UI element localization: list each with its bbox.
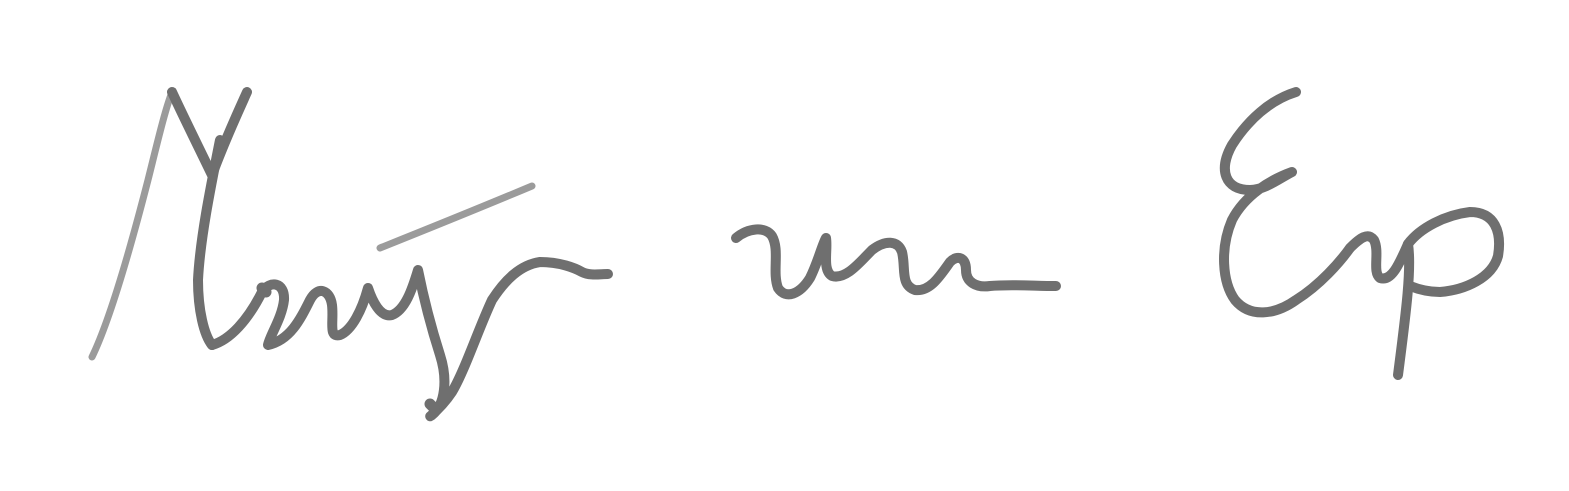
stroke-t-crossbar [380, 186, 532, 248]
stroke-m-right [198, 140, 220, 345]
stroke-dot-2 [430, 404, 434, 408]
stroke-r-p [1350, 236, 1409, 375]
stroke-m-middle [172, 92, 247, 175]
stroke-martijn-body [212, 262, 608, 416]
stroke-e [1224, 92, 1350, 312]
stroke-p-bowl [1408, 212, 1499, 292]
stroke-van [736, 229, 1056, 294]
stroke-m-left [92, 92, 172, 357]
signature-strokes [92, 92, 1499, 416]
stroke-dot [262, 288, 266, 292]
